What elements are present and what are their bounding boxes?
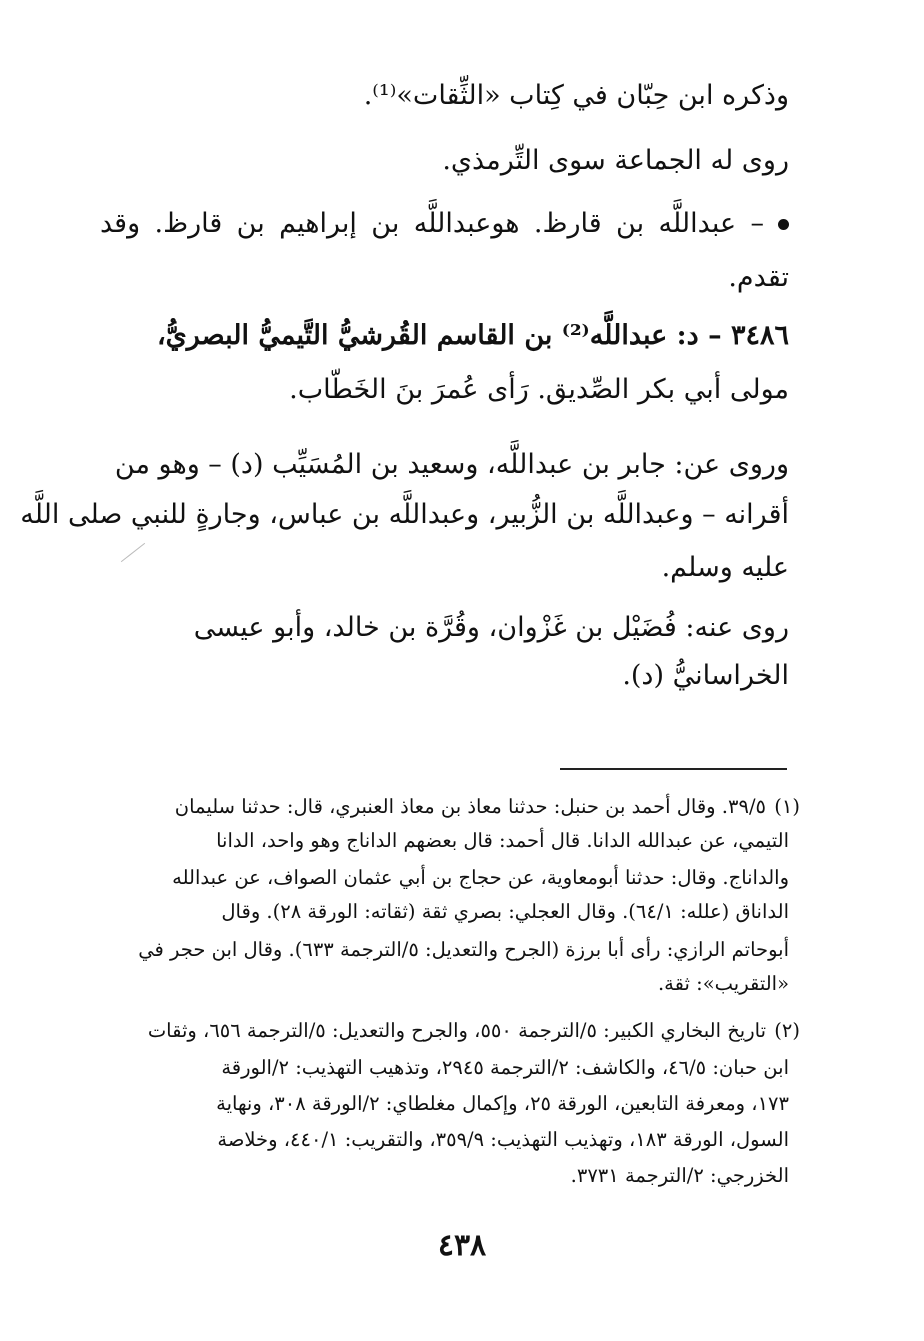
- footnote-1-line-1: ٣٩/٥. وقال أحمد بن حنبل: حدثنا معاذ بن معاذ العنبري، قال: حدثنا سليمان: [174, 795, 766, 818]
- footnote-1-line-4: الداناق (علله: ٦٤/١). وقال العجلي: بصري ثقة (ثقاته: الورقة ٢٨). وقال: [221, 900, 789, 923]
- text-line-6: مولى أبي بكر الصِّديق. رَأى عُمرَ بنَ الخَطّاب.: [289, 374, 789, 405]
- text-line-7: وروى عن: جابر بن عبداللَّه، وسعيد بن المُسَيِّب (د) – وهو من: [114, 449, 789, 480]
- text-line-4: تقدم.: [728, 262, 789, 293]
- entry-heading: ٣٤٨٦ – د: عبداللَّه⁽²⁾ بن القاسم القُرشيُّ التَّيميُّ البصريُّ،: [156, 320, 789, 351]
- text-line-10: روى عنه: فُضَيْل بن غَزْوان، وقُرَّة بن خالد، وأبو عيسى: [193, 612, 789, 643]
- text-line-3: [100, 204, 789, 244]
- page-number: ٤٣٨: [437, 1228, 487, 1263]
- bullet-icon: [778, 219, 789, 230]
- footnote-separator: [560, 768, 787, 770]
- footnote-2-line-2: ابن حبان: ٤٦/٥، والكاشف: ٢/الترجمة ٢٩٤٥، وتذهيب التهذيب: ٢/الورقة: [221, 1056, 789, 1079]
- text-line-11: الخراسانيُّ (د).: [622, 660, 789, 691]
- footnote-1-line-5: أبوحاتم الرازي: رأى أبا برزة (الجرح والتعديل: ٥/الترجمة ٦٣٣). وقال ابن حجر في: [138, 938, 789, 961]
- footnote-1-number: (١): [774, 795, 800, 818]
- text-line-2: روى له الجماعة سوى التِّرمذي.: [442, 145, 789, 176]
- footnote-1-line-2: التيمي، عن عبدالله الدانا. قال أحمد: قال بعضهم الداناج وهو واحد، الدانا: [216, 829, 789, 852]
- footnote-2-line-3: ١٧٣، ومعرفة التابعين، الورقة ٢٥، وإكمال مغلطاي: ٢/الورقة ٣٠٨، ونهاية: [216, 1092, 789, 1115]
- footnote-2-line-5: الخزرجي: ٢/الترجمة ٣٧٣١.: [570, 1164, 789, 1187]
- text-line-1: وذكره ابن حِبّان في كِتاب «الثِّقات»⁽¹⁾.: [363, 80, 789, 111]
- text-line-8: أقرانه – وعبداللَّه بن الزُّبير، وعبداللَّه بن عباس، وجارةٍ للنبي صلى اللَّه: [20, 499, 789, 530]
- text-line-3-content: – عبداللَّه بن قارظ. هوعبداللَّه بن إبراهيم بن قارظ. وقد: [100, 208, 764, 239]
- footnote-1-line-3: والداناج. وقال: حدثنا أبومعاوية، عن حجاج بن أبي عثمان الصواف، عن عبدالله: [172, 866, 789, 889]
- footnote-1-line-6: «التقريب»: ثقة.: [657, 972, 789, 995]
- footnote-2-number: (٢): [774, 1019, 800, 1042]
- text-line-9: عليه وسلم.: [661, 552, 789, 583]
- footnote-2-line-1: تاريخ البخاري الكبير: ٥/الترجمة ٥٥٠، والجرح والتعديل: ٥/الترجمة ٦٥٦، وثقات: [147, 1019, 766, 1042]
- footnote-2-line-4: السول، الورقة ١٨٣، وتهذيب التهذيب: ٣٥٩/٩، والتقريب: ٤٤٠/١، وخلاصة: [217, 1128, 789, 1151]
